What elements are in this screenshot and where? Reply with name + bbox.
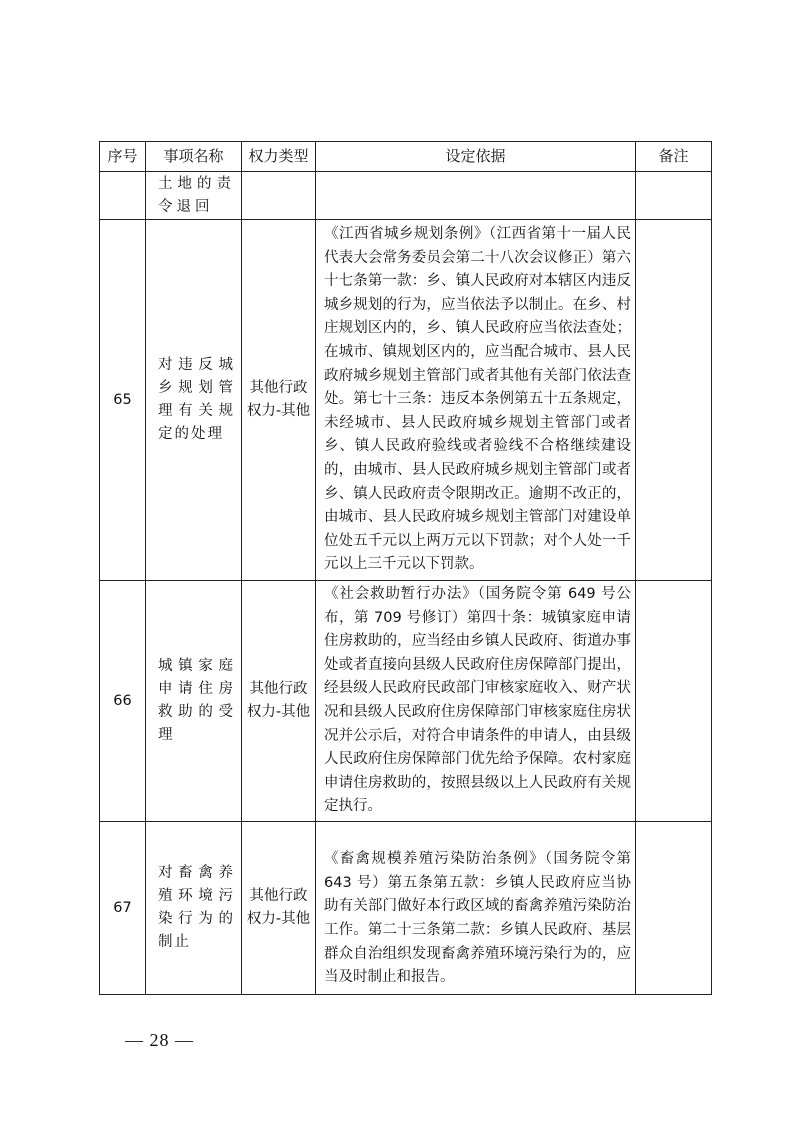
cell-name [146, 220, 242, 581]
table-header-row [100, 142, 712, 172]
cell-type [242, 172, 316, 220]
cell-basis-text: 《江西省城乡规划条例》（江西省第十一届人民代表大会常务委员会第二十八次会议修正）第六十七条第一款：乡、镇人民政府对本辖区内违反城乡规划的行为，应当依法予以制止。在乡、村庄规划区内的，乡、镇人民政府应当依法查处；在城市、镇规划区内的，应当配合城市、县人民政府城乡规划主管部门或者其他有关部门依法查处。第七十三条：违反本条例第五十五条规定，未经城市、县人民政府城乡规划主管部门或者乡、镇人民政府验线或者验线不合格继续建设的，由城市、县人民政府城乡规划主管部门或者乡、镇人民政府责令限期改正。逾期不改正的，由城市、县人民政府城乡规划主管部门对建设单位处五千元以上两万元以下罚款；对个人处一千元以上三千元以下罚款。 [324, 226, 631, 573]
cell-num: 67 [100, 821, 146, 994]
cell-note [636, 581, 712, 822]
cell-note [636, 821, 712, 994]
cell-basis [316, 821, 636, 994]
cell-type-text: 其他行政权力-其他 [246, 680, 311, 720]
cell-type-text: 其他行政权力-其他 [246, 887, 311, 927]
table-row [100, 581, 712, 822]
cell-type [242, 220, 316, 581]
power-list-table [99, 141, 712, 995]
cell-name-text: 土地的责令退回 [158, 175, 235, 215]
cell-type-text: 其他行政权力-其他 [246, 380, 311, 419]
cell-basis [316, 220, 636, 581]
cell-num: 66 [100, 581, 146, 822]
cell-name [146, 821, 242, 994]
table-row [100, 821, 712, 994]
header-type: 权力类型 [242, 142, 316, 172]
cell-type [242, 821, 316, 994]
header-note: 备注 [636, 142, 712, 172]
cell-basis-text: 《社会救助暂行办法》（国务院令第 649 号公布，第 709 号修订）第四十条：城镇家庭申请住房救助的，应当经由乡镇人民政府、街道办事处或者直接向县级人民政府住房保障部门提出，经县级人民政府民政部门审核家庭收入、财产状况和县级人民政府住房保障部门审核家庭住房状况并公示后，对符合申请条件的申请人，由县级人民政府住房保障部门优先给予保障。农村家庭申请住房救助的，按照县级以上人民政府有关规定执行。 [324, 586, 631, 815]
cell-num [100, 172, 146, 220]
header-basis: 设定依据 [316, 142, 636, 172]
cell-note [636, 220, 712, 581]
cell-name-text: 对违反城乡规划管理有关规定的处理 [158, 357, 235, 442]
cell-note [636, 172, 712, 220]
header-num: 序号 [100, 142, 146, 172]
cell-name-text: 城镇家庭申请住房救助的受理 [158, 657, 235, 743]
cell-name-text: 对畜禽养殖环境污染行为的制止 [158, 864, 235, 950]
cell-num: 65 [100, 220, 146, 581]
cell-basis [316, 172, 636, 220]
cell-name [146, 172, 242, 220]
cell-basis [316, 581, 636, 822]
table-row [100, 220, 712, 581]
cell-basis-text [316, 194, 635, 198]
page-number: — 28 — [125, 1030, 194, 1050]
table-row [100, 172, 712, 220]
cell-name [146, 581, 242, 822]
cell-type [242, 581, 316, 822]
cell-basis-text: 《畜禽规模养殖污染防治条例》（国务院令第 643 号）第五条第五款：乡镇人民政府应当协助有关部门做好本行政区域的畜禽养殖污染防治工作。第二十三条第二款：乡镇人民政府、基层群众自治组织发现畜禽养殖环境污染行为的，应当及时制止和报告。 [324, 851, 631, 986]
header-name: 事项名称 [146, 142, 242, 172]
